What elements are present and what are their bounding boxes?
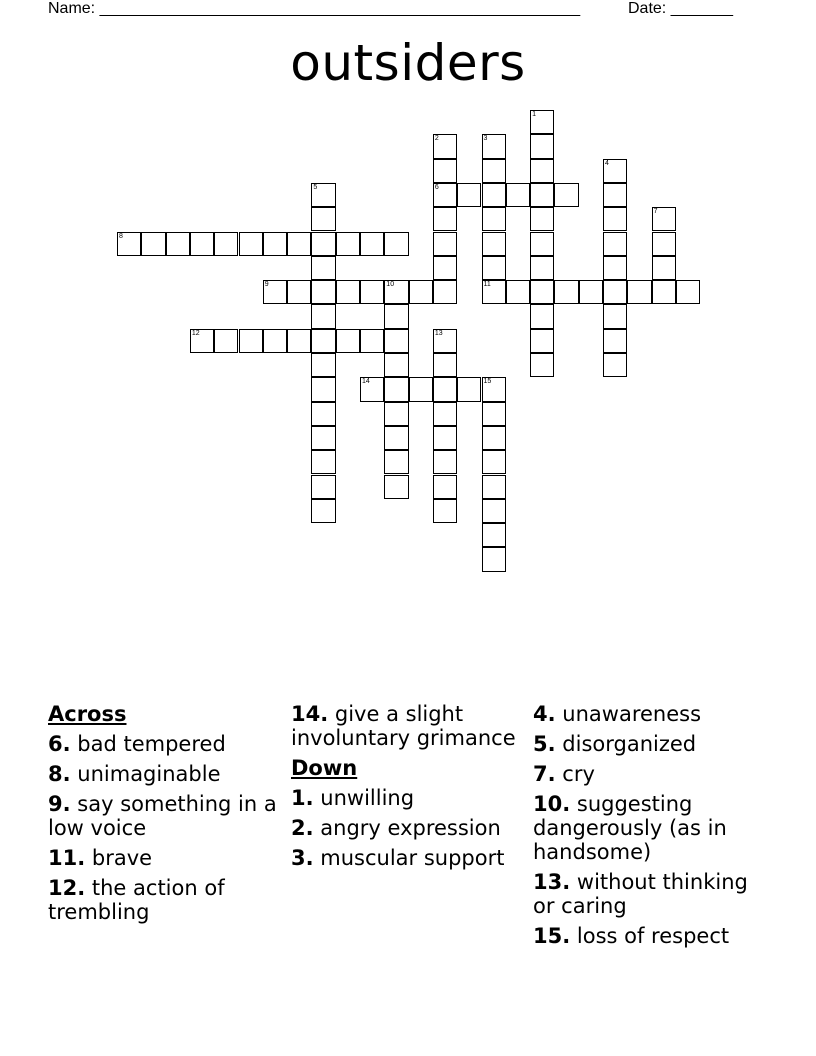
grid-cell[interactable] xyxy=(433,353,457,377)
grid-cell[interactable] xyxy=(287,329,311,353)
clue-text: disorganized xyxy=(562,732,697,756)
clue-text: unawareness xyxy=(562,702,702,726)
clue-down-3 xyxy=(291,846,523,870)
clue-text: without thinking or caring xyxy=(533,870,748,918)
grid-cell[interactable] xyxy=(530,207,554,231)
grid-cell[interactable] xyxy=(506,280,530,304)
clue-down-4 xyxy=(533,702,773,726)
clue-number-label: 8 xyxy=(119,232,123,240)
grid-cell[interactable] xyxy=(239,329,263,353)
grid-cell[interactable] xyxy=(530,134,554,158)
clue-number: 5. xyxy=(533,732,556,756)
grid-cell[interactable] xyxy=(190,232,214,256)
clue-text: unwilling xyxy=(320,786,415,810)
grid-cell[interactable] xyxy=(482,402,506,426)
grid-cell[interactable] xyxy=(166,232,190,256)
clue-text: loss of respect xyxy=(576,924,730,948)
clue-across-9 xyxy=(48,792,280,840)
clue-number-label: 12 xyxy=(191,329,200,337)
clue-number-label: 4 xyxy=(605,159,609,167)
grid-cell[interactable] xyxy=(554,183,578,207)
clue-number: 2. xyxy=(291,816,314,840)
clue-number-label: 7 xyxy=(653,208,658,216)
clue-number-label: 13 xyxy=(434,329,443,337)
clue-down-7 xyxy=(533,762,773,786)
grid-cell[interactable] xyxy=(311,377,335,401)
clues-column-1 xyxy=(48,702,280,930)
clue-number-label: 2 xyxy=(434,135,439,143)
grid-cell[interactable] xyxy=(384,402,408,426)
clue-text: the action of trembling xyxy=(48,876,225,924)
clue-text: say something in a low voice xyxy=(48,792,277,840)
grid-cell[interactable] xyxy=(433,256,457,280)
grid-cell[interactable] xyxy=(311,207,335,231)
clue-down-15 xyxy=(533,924,773,948)
grid-cell[interactable] xyxy=(311,329,335,353)
grid-cell[interactable] xyxy=(433,207,457,231)
clue-number-label: 11 xyxy=(483,281,491,289)
clue-number-label: 5 xyxy=(313,183,318,191)
clue-number: 10. xyxy=(533,792,571,816)
grid-cell[interactable] xyxy=(433,232,457,256)
grid-cell[interactable] xyxy=(506,183,530,207)
clue-number: 15. xyxy=(533,924,571,948)
grid-cell[interactable] xyxy=(530,329,554,353)
grid-cell[interactable] xyxy=(530,304,554,328)
grid-cell[interactable] xyxy=(360,329,384,353)
clue-text: suggesting dangerously (as in handsome) xyxy=(533,792,727,864)
clue-text: unimaginable xyxy=(77,762,221,786)
grid-cell[interactable] xyxy=(530,256,554,280)
clue-text: brave xyxy=(91,846,153,870)
grid-cell[interactable] xyxy=(214,329,238,353)
down-heading: Down xyxy=(291,756,358,780)
clue-number: 12. xyxy=(48,876,86,900)
grid-cell[interactable] xyxy=(554,280,578,304)
grid-cell[interactable] xyxy=(287,232,311,256)
grid-cell[interactable] xyxy=(384,475,408,499)
clue-number: 9. xyxy=(48,792,71,816)
clue-number: 11. xyxy=(48,846,86,870)
grid-cell[interactable] xyxy=(384,329,408,353)
clue-number-label: 10 xyxy=(386,281,395,289)
grid-cell[interactable] xyxy=(482,256,506,280)
grid-cell[interactable] xyxy=(311,304,335,328)
clue-text: angry expression xyxy=(320,816,501,840)
clue-down-2 xyxy=(291,816,523,840)
clue-number: 6. xyxy=(48,732,71,756)
grid-cell[interactable] xyxy=(384,353,408,377)
clue-number-label: 14 xyxy=(362,378,370,386)
grid-cell[interactable] xyxy=(652,232,676,256)
grid-cell[interactable] xyxy=(311,499,335,523)
grid-cell[interactable] xyxy=(384,426,408,450)
clue-number-label: 9 xyxy=(264,281,269,289)
grid-cell[interactable] xyxy=(603,256,627,280)
grid-cell[interactable] xyxy=(482,183,506,207)
clues-column-3 xyxy=(533,702,773,954)
grid-cell[interactable] xyxy=(311,353,335,377)
clue-number: 13. xyxy=(533,870,571,894)
grid-cell[interactable] xyxy=(433,402,457,426)
grid-cell[interactable] xyxy=(603,207,627,231)
grid-cell[interactable] xyxy=(409,377,433,401)
grid-cell[interactable] xyxy=(482,450,506,474)
grid-cell[interactable] xyxy=(530,232,554,256)
date-label: Date: xyxy=(628,0,667,17)
name-label: Name: xyxy=(48,0,96,17)
grid-cell[interactable] xyxy=(433,280,457,304)
clue-number: 3. xyxy=(291,846,314,870)
clue-text: give a slight involuntary grimance xyxy=(291,702,516,750)
grid-cell[interactable] xyxy=(360,280,384,304)
grid-cell[interactable] xyxy=(457,183,481,207)
grid-cell[interactable] xyxy=(384,232,408,256)
clue-number: 7. xyxy=(533,762,556,786)
grid-cell[interactable] xyxy=(603,329,627,353)
grid-cell[interactable] xyxy=(384,450,408,474)
grid-cell[interactable] xyxy=(433,377,457,401)
grid-cell[interactable] xyxy=(433,426,457,450)
grid-cell[interactable] xyxy=(652,280,676,304)
grid-cell[interactable] xyxy=(336,280,360,304)
grid-cell[interactable] xyxy=(311,450,335,474)
grid-cell[interactable] xyxy=(433,499,457,523)
grid-cell[interactable] xyxy=(482,547,506,571)
grid-cell[interactable] xyxy=(433,475,457,499)
grid-cell[interactable] xyxy=(482,499,506,523)
grid-cell[interactable] xyxy=(311,402,335,426)
grid-cell[interactable] xyxy=(311,475,335,499)
clue-number-label: 6 xyxy=(434,183,439,191)
grid-cell[interactable] xyxy=(433,159,457,183)
grid-cell[interactable] xyxy=(336,329,360,353)
page-title: outsiders xyxy=(290,34,526,92)
clue-text: bad tempered xyxy=(77,732,226,756)
grid-cell[interactable] xyxy=(579,280,603,304)
clue-number-label: 1 xyxy=(532,111,536,118)
grid-cell[interactable] xyxy=(603,232,627,256)
clue-across-11 xyxy=(48,846,280,870)
grid-cell[interactable] xyxy=(627,280,651,304)
across-heading: Across xyxy=(48,702,127,726)
clue-number: 14. xyxy=(291,702,329,726)
date-line: _______ xyxy=(670,0,733,17)
grid-cell[interactable] xyxy=(482,159,506,183)
grid-cell[interactable] xyxy=(263,329,287,353)
grid-cell[interactable] xyxy=(530,353,554,377)
clue-number-label: 15 xyxy=(483,378,492,386)
grid-cell[interactable] xyxy=(482,207,506,231)
grid-cell[interactable] xyxy=(141,232,165,256)
grid-cell[interactable] xyxy=(652,256,676,280)
clue-down-1 xyxy=(291,786,523,810)
grid-cell[interactable] xyxy=(433,450,457,474)
grid-cell[interactable] xyxy=(482,523,506,547)
clue-across-14 xyxy=(291,702,523,750)
clue-number: 4. xyxy=(533,702,556,726)
grid-cell[interactable] xyxy=(603,353,627,377)
grid-cell[interactable] xyxy=(530,280,554,304)
grid-cell[interactable] xyxy=(482,232,506,256)
grid-cell[interactable] xyxy=(384,304,408,328)
grid-cell[interactable] xyxy=(482,426,506,450)
grid-cell[interactable] xyxy=(311,256,335,280)
grid-cell[interactable] xyxy=(409,280,433,304)
grid-cell[interactable] xyxy=(311,426,335,450)
grid-cell[interactable] xyxy=(360,232,384,256)
grid-cell[interactable] xyxy=(603,280,627,304)
grid-cell[interactable] xyxy=(482,475,506,499)
grid-cell[interactable] xyxy=(530,183,554,207)
grid-cell[interactable] xyxy=(603,304,627,328)
grid-cell[interactable] xyxy=(457,377,481,401)
grid-cell[interactable] xyxy=(336,232,360,256)
grid-cell[interactable] xyxy=(287,280,311,304)
grid-cell[interactable] xyxy=(311,232,335,256)
clue-across-6 xyxy=(48,732,280,756)
clue-down-13 xyxy=(533,870,773,918)
clue-number: 8. xyxy=(48,762,71,786)
grid-cell[interactable] xyxy=(311,280,335,304)
grid-cell[interactable] xyxy=(530,159,554,183)
grid-cell[interactable] xyxy=(239,232,263,256)
clue-text: muscular support xyxy=(320,846,505,870)
grid-cell[interactable] xyxy=(603,183,627,207)
clue-down-10 xyxy=(533,792,773,864)
grid-cell[interactable] xyxy=(214,232,238,256)
clues-column-2 xyxy=(291,702,523,876)
clue-number-label: 3 xyxy=(483,135,488,143)
clue-number: 1. xyxy=(291,786,314,810)
grid-cell[interactable] xyxy=(263,232,287,256)
clue-text: cry xyxy=(562,762,595,786)
clue-across-12 xyxy=(48,876,280,924)
name-line: ______________________________________________________ xyxy=(99,0,581,17)
clue-down-5 xyxy=(533,732,773,756)
grid-cell[interactable] xyxy=(676,280,700,304)
grid-cell[interactable] xyxy=(384,377,408,401)
clue-across-8 xyxy=(48,762,280,786)
